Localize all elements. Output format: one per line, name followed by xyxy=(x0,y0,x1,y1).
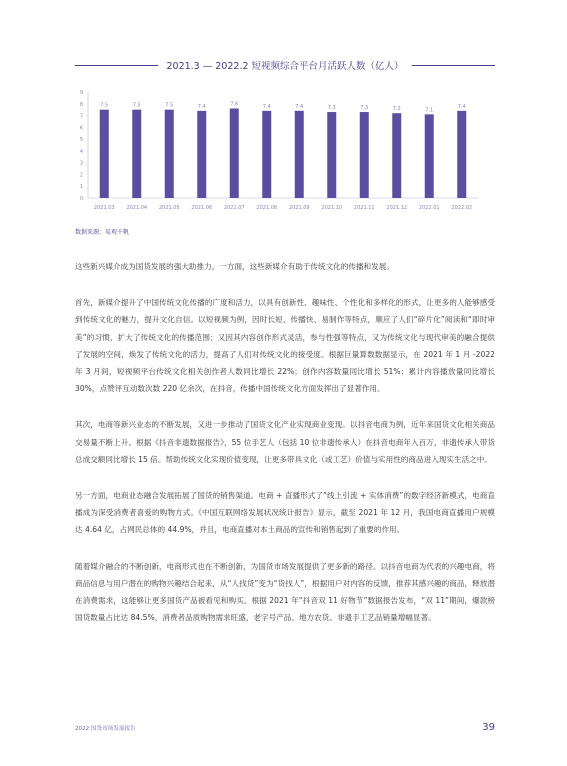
y-tick-label-9: 9 xyxy=(79,90,83,96)
data-label-2022.02: 7.4 xyxy=(457,103,466,110)
y-tick-label-0: 0 xyxy=(79,196,83,202)
data-label-2022.01: 7.1 xyxy=(425,107,434,114)
data-label-2021.04: 7.5 xyxy=(132,102,141,109)
x-tick-label-2021.09: 2021.09 xyxy=(288,205,310,211)
title-rule-right xyxy=(412,65,495,66)
x-tick-label-2021.06: 2021.06 xyxy=(191,205,213,211)
y-tick-label-3: 3 xyxy=(79,160,83,167)
bar-2021.04 xyxy=(132,110,141,198)
bar-2021.03 xyxy=(100,110,109,198)
x-tick-label-2021.12: 2021.12 xyxy=(386,205,408,211)
title-rule-left xyxy=(75,65,158,66)
bar-2021.10 xyxy=(327,112,336,198)
x-tick-label-2021.03: 2021.03 xyxy=(93,205,115,211)
x-tick-label-2021.04: 2021.04 xyxy=(126,205,148,211)
y-tick-label-8: 8 xyxy=(79,101,83,108)
data-label-2021.07: 7.6 xyxy=(230,101,239,108)
chart-source: 数据来源：易观千帆 xyxy=(75,229,130,236)
data-label-2021.05: 7.5 xyxy=(165,102,174,109)
x-tick-label-2022.02: 2022.02 xyxy=(451,205,473,211)
bar-2021.06 xyxy=(197,111,206,198)
y-tick-label-6: 6 xyxy=(79,125,83,132)
data-label-2021.06: 7.4 xyxy=(197,103,206,110)
chart-header xyxy=(75,58,495,72)
body-text xyxy=(75,258,495,645)
data-label-2021.11: 7.3 xyxy=(360,105,369,112)
data-label-2021.09: 7.4 xyxy=(295,103,304,110)
paragraph-1: 这些新兴媒介成为国货发展的强大助推力。一方面，这些新媒介有助于传统文化的传播和发展。 xyxy=(75,262,394,271)
y-tick-label-1: 1 xyxy=(79,184,83,191)
y-tick-label-7: 7 xyxy=(79,113,83,120)
data-label-2021.03: 7.5 xyxy=(100,102,109,109)
bar-2021.09 xyxy=(295,111,304,198)
footer-report-label: 2022 国货市场发展报告 xyxy=(75,726,136,732)
data-label-2021.08: 7.4 xyxy=(262,103,271,110)
y-tick-label-5: 5 xyxy=(79,137,83,144)
page-number: 39 xyxy=(482,722,495,733)
bar-2021.08 xyxy=(262,111,271,198)
x-tick-label-2021.05: 2021.05 xyxy=(158,205,180,211)
paragraph-4: 另一方面，电商业态融合发展拓展了国货的销售渠道。电商 + 直播形式了“线上引流 + 实体消费”的数字经济新模式，电商直播成为深受消费者喜爱的购物方式。《中国互联网络发展状况统计报告》显示，截至 2021 年 12 月，我国电商直播用户规模达 4.64 亿，占网民总体的 44.9%，并且，电商直播对本土商品的宣传和销售起到了重要的作用。 xyxy=(75,491,495,535)
bar-2021.05 xyxy=(165,110,174,198)
x-tick-label-2022.01: 2022.01 xyxy=(418,205,440,211)
paragraph-5: 随着媒介融合的不断创新，电商形式也在不断创新，为国货市场发展提供了更多新的路径。以抖音电商为代表的兴趣电商，将商品信息与用户潜在的购物兴趣结合起来，从“人找货”变为“货找人”，根据用户对内容的反馈，推荐其感兴趣的商品，释放潜在消费需求，这能够让更多国货产品被看见和购买。根据 2021 年“抖音双 11 好物节”数据报告发布，“双 11”期间，爆款榜国货数量占比达 84.5%，消费者品质购物需求旺盛，老字号产品、地方农货、非遗手工艺品销量增幅显著。 xyxy=(75,561,495,623)
data-label-2021.10: 7.3 xyxy=(327,105,336,112)
paragraph-2: 首先，新媒介提升了中国传统文化传播的广度和活力，以具有创新性、趣味性、个性化和多样化的形式，让更多的人能够感受到传统文化的魅力，提升文化自信。以短视频为例，因时长短、传播快、易制作等特点，顺应了人们“碎片化”阅读和“即时审美”的习惯，扩大了传统文化的传播范围；又因其内容创作形式灵活，参与性强等特点，又为传统文化与现代审美的融合提供了发展的空间，焕发了传统文化的活力，提高了人们对传统文化的接受度。根据巨量算数数据显示，在 2021 年 1 月 -2022 年 3 月间，短视频平台传统文化相关创作者人数同比增长 22%；创作内容数量同比增长 51%；累计内容播放量同比增长 30%，点赞评互动数次数 220 亿余次，在抖音，传播中国传统文化方面发挥出了显著作用。 xyxy=(75,298,495,394)
bar-2021.12 xyxy=(392,113,401,198)
paragraph-3: 其次，电商等新兴业态的不断发展，又进一步推动了国货文化产业实现商业变现。以抖音电商为例，近年来国货文化相关商品交易量不断上升。根据《抖音非遗数据报告》，55 位手艺人（包括 10 位非遗传承人）在抖音电商年入百万，非遗传承人带货总成交额同比增长 15 倍。帮助传统文化实现价值变现，让更多带具文化（或工艺）价值与实用性的商品进入现实生活之中。 xyxy=(75,420,495,464)
x-tick-label-2021.10: 2021.10 xyxy=(321,205,343,211)
bar-2021.07 xyxy=(230,108,239,198)
y-tick-label-4: 4 xyxy=(79,148,83,155)
bar-2022.01 xyxy=(425,114,434,198)
bar-2021.11 xyxy=(360,112,369,198)
x-tick-label-2021.08: 2021.08 xyxy=(256,205,278,211)
bar-2022.02 xyxy=(457,111,466,198)
data-label-2021.12: 7.2 xyxy=(392,106,401,113)
x-tick-label-2021.11: 2021.11 xyxy=(353,205,375,211)
page-footer xyxy=(75,724,495,736)
y-tick-label-2: 2 xyxy=(79,172,83,179)
chart-title: 2021.3 — 2022.2 短视频综合平台月活跃人数（亿人） xyxy=(166,61,404,72)
bar-chart xyxy=(70,78,490,223)
x-tick-label-2021.07: 2021.07 xyxy=(223,205,245,211)
